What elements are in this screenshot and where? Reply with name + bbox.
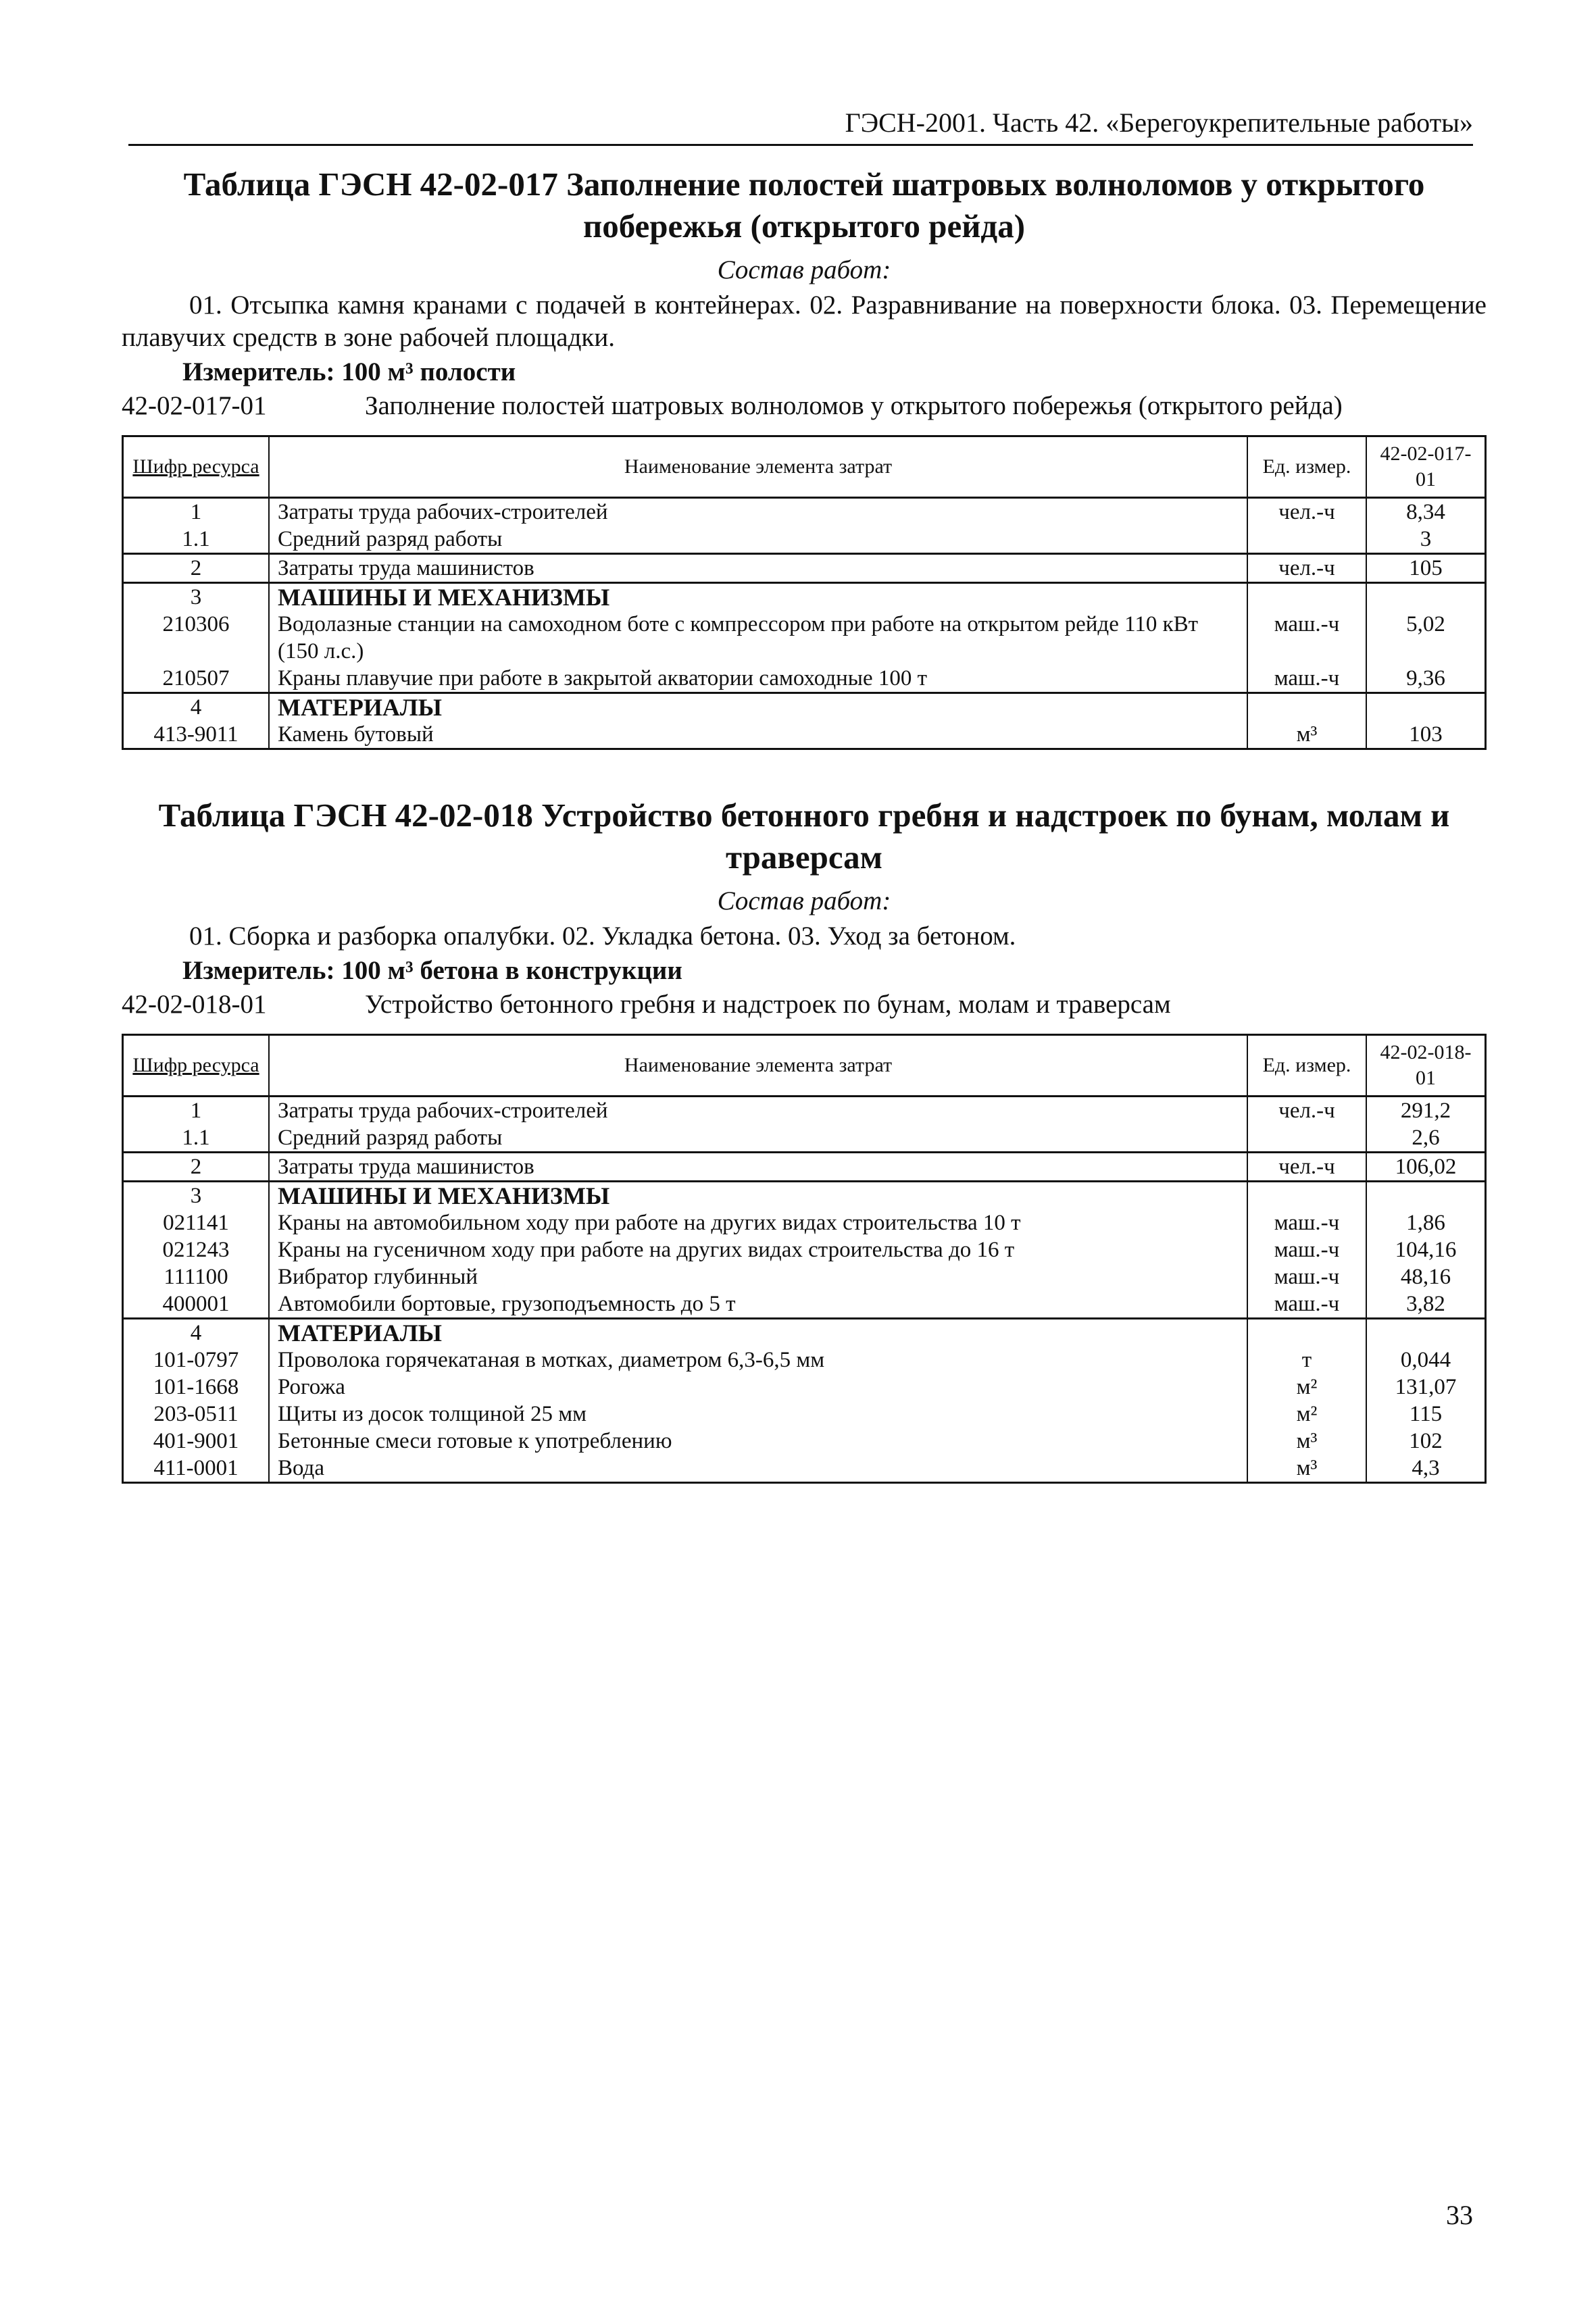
resource-value: 8,34 — [1366, 498, 1486, 526]
resource-code: 203-0511 — [123, 1401, 270, 1428]
section-heading: МАТЕРИАЛЫ — [269, 693, 1247, 722]
page-number: 33 — [1446, 2200, 1473, 2230]
resource-code: 3 — [123, 1182, 270, 1210]
table-row — [123, 1097, 1486, 1125]
resource-code: 413-9011 — [123, 721, 270, 749]
resource-code: 111100 — [123, 1263, 270, 1290]
section-heading: МАТЕРИАЛЫ — [269, 1319, 1247, 1347]
resource-unit — [1247, 1124, 1366, 1153]
table-row — [123, 1428, 1486, 1455]
table-section-row — [123, 693, 1486, 722]
resource-code: 101-0797 — [123, 1347, 270, 1374]
resource-name: Краны на гусеничном ходу при работе на других видах строительства до 16 т — [269, 1236, 1247, 1263]
table-row — [123, 721, 1486, 749]
resource-name: Вибратор глубинный — [269, 1263, 1247, 1290]
table-row — [123, 1290, 1486, 1319]
table-header-row — [123, 1035, 1486, 1097]
table-section-row — [123, 1182, 1486, 1210]
sostav-label: Состав работ: — [717, 886, 891, 915]
norm-line — [122, 389, 1487, 423]
section-heading: МАШИНЫ И МЕХАНИЗМЫ — [269, 583, 1247, 611]
table-row — [123, 1347, 1486, 1374]
resource-code: 401-9001 — [123, 1428, 270, 1455]
table-row — [123, 1124, 1486, 1153]
resource-value: 105 — [1366, 554, 1486, 583]
resource-unit: чел.-ч — [1247, 1097, 1366, 1125]
table-section-row — [123, 1319, 1486, 1347]
table-row — [123, 498, 1486, 526]
resource-code: 210306 — [123, 611, 270, 665]
table-row — [123, 1209, 1486, 1236]
resource-unit — [1247, 1182, 1366, 1210]
resource-value: 2,6 — [1366, 1124, 1486, 1153]
resource-value: 102 — [1366, 1428, 1486, 1455]
running-header: ГЭСН-2001. Часть 42. «Берегоукрепительные работы» — [128, 107, 1473, 146]
resource-code: 210507 — [123, 665, 270, 693]
norm-table-section-1 — [122, 164, 1487, 750]
table-row — [123, 1236, 1486, 1263]
resource-code: 1 — [123, 498, 270, 526]
resource-value — [1366, 693, 1486, 722]
norm-name: Устройство бетонного гребня и надстроек по бунам, молам и траверсам — [365, 990, 1171, 1019]
resource-value: 9,36 — [1366, 665, 1486, 693]
table-title: Таблица ГЭСН 42-02-018 Устройство бетонного гребня и надстроек по бунам, молам и траверсам — [158, 797, 1450, 876]
resource-table — [122, 1034, 1487, 1484]
resource-value: 103 — [1366, 721, 1486, 749]
resource-value: 4,3 — [1366, 1455, 1486, 1483]
resource-name: Проволока горячекатаная в мотках, диаметром 6,3-6,5 мм — [269, 1347, 1247, 1374]
table-row — [123, 1455, 1486, 1483]
resource-unit: чел.-ч — [1247, 498, 1366, 526]
resource-code: 400001 — [123, 1290, 270, 1319]
resource-code: 2 — [123, 1153, 270, 1182]
works-description: 01. Отсыпка камня кранами с подачей в контейнерах. 02. Разравнивание на поверхности блока. 03. Перемещение плавучих средств в зоне рабочей площадки. — [122, 291, 1487, 352]
resource-value — [1366, 1319, 1486, 1347]
resource-unit: чел.-ч — [1247, 554, 1366, 583]
resource-unit: м³ — [1247, 721, 1366, 749]
meter-line: Измеритель: 100 м³ полости — [182, 357, 516, 386]
resource-code: 411-0001 — [123, 1455, 270, 1483]
resource-name: Затраты труда рабочих-строителей — [269, 1097, 1247, 1125]
header-name: Наименование элемента затрат — [269, 1035, 1247, 1097]
resource-code: 3 — [123, 583, 270, 611]
header-name: Наименование элемента затрат — [269, 436, 1247, 498]
resource-value: 131,07 — [1366, 1374, 1486, 1401]
resource-code: 2 — [123, 554, 270, 583]
resource-name: Рогожа — [269, 1374, 1247, 1401]
resource-name: Вода — [269, 1455, 1247, 1483]
norm-code: 42-02-017-01 — [122, 391, 267, 420]
resource-code: 4 — [123, 1319, 270, 1347]
header-code: Шифр ресурса — [123, 1035, 270, 1097]
resource-unit: м² — [1247, 1401, 1366, 1428]
header-code: Шифр ресурса — [123, 436, 270, 498]
resource-name: Средний разряд работы — [269, 526, 1247, 554]
resource-name: Бетонные смеси готовые к употреблению — [269, 1428, 1247, 1455]
resource-value: 3 — [1366, 526, 1486, 554]
resource-value: 104,16 — [1366, 1236, 1486, 1263]
resource-name: Водолазные станции на самоходном боте с компрессором при работе на открытом рейде 110 кВт (150 л.с.) — [269, 611, 1247, 665]
resource-name: Затраты труда машинистов — [269, 554, 1247, 583]
resource-code: 1 — [123, 1097, 270, 1125]
resource-unit: м² — [1247, 1374, 1366, 1401]
resource-code: 1.1 — [123, 1124, 270, 1153]
resource-unit: маш.-ч — [1247, 1290, 1366, 1319]
norm-name: Заполнение полостей шатровых волноломов у открытого побережья (открытого рейда) — [365, 391, 1343, 420]
header-value: 42-02-017-01 — [1366, 436, 1486, 498]
resource-name: Затраты труда рабочих-строителей — [269, 498, 1247, 526]
resource-name: Автомобили бортовые, грузоподъемность до 5 т — [269, 1290, 1247, 1319]
resource-unit: т — [1247, 1347, 1366, 1374]
resource-unit: м³ — [1247, 1428, 1366, 1455]
resource-unit — [1247, 693, 1366, 722]
norm-line — [122, 988, 1487, 1022]
resource-value: 291,2 — [1366, 1097, 1486, 1125]
resource-unit: чел.-ч — [1247, 1153, 1366, 1182]
resource-value: 115 — [1366, 1401, 1486, 1428]
resource-value: 106,02 — [1366, 1153, 1486, 1182]
resource-unit: маш.-ч — [1247, 1263, 1366, 1290]
resource-code: 021243 — [123, 1236, 270, 1263]
resource-value: 5,02 — [1366, 611, 1486, 665]
resource-code: 4 — [123, 693, 270, 722]
resource-unit: маш.-ч — [1247, 665, 1366, 693]
resource-code: 021141 — [123, 1209, 270, 1236]
header-value: 42-02-018-01 — [1366, 1035, 1486, 1097]
norm-code: 42-02-018-01 — [122, 990, 267, 1019]
resource-code: 1.1 — [123, 526, 270, 554]
resource-code: 101-1668 — [123, 1374, 270, 1401]
table-row — [123, 1374, 1486, 1401]
sostav-label: Состав работ: — [717, 255, 891, 284]
table-row — [123, 1153, 1486, 1182]
resource-unit — [1247, 1319, 1366, 1347]
section-heading: МАШИНЫ И МЕХАНИЗМЫ — [269, 1182, 1247, 1210]
resource-unit: маш.-ч — [1247, 1209, 1366, 1236]
table-row — [123, 611, 1486, 665]
resource-name: Краны на автомобильном ходу при работе на других видах строительства 10 т — [269, 1209, 1247, 1236]
header-unit: Ед. измер. — [1247, 1035, 1366, 1097]
resource-name: Средний разряд работы — [269, 1124, 1247, 1153]
norm-table-section-2 — [122, 795, 1487, 1484]
table-row — [123, 665, 1486, 693]
table-header-row — [123, 436, 1486, 498]
works-description: 01. Сборка и разборка опалубки. 02. Укладка бетона. 03. Уход за бетоном. — [189, 922, 1016, 951]
resource-value: 48,16 — [1366, 1263, 1486, 1290]
table-row — [123, 526, 1486, 554]
resource-value: 0,044 — [1366, 1347, 1486, 1374]
resource-unit: м³ — [1247, 1455, 1366, 1483]
resource-value — [1366, 1182, 1486, 1210]
meter-line: Измеритель: 100 м³ бетона в конструкции — [182, 956, 682, 985]
resource-name: Краны плавучие при работе в закрытой акватории самоходные 100 т — [269, 665, 1247, 693]
table-title: Таблица ГЭСН 42-02-017 Заполнение полостей шатровых волноломов у открытого побережья (открытого рейда) — [183, 166, 1425, 245]
resource-unit — [1247, 583, 1366, 611]
table-row — [123, 554, 1486, 583]
resource-name: Затраты труда машинистов — [269, 1153, 1247, 1182]
header-unit: Ед. измер. — [1247, 436, 1366, 498]
resource-value: 1,86 — [1366, 1209, 1486, 1236]
resource-value: 3,82 — [1366, 1290, 1486, 1319]
resource-unit: маш.-ч — [1247, 611, 1366, 665]
resource-name: Щиты из досок толщиной 25 мм — [269, 1401, 1247, 1428]
resource-name: Камень бутовый — [269, 721, 1247, 749]
resource-value — [1366, 583, 1486, 611]
table-row — [123, 1401, 1486, 1428]
table-row — [123, 1263, 1486, 1290]
resource-unit: маш.-ч — [1247, 1236, 1366, 1263]
table-section-row — [123, 583, 1486, 611]
resource-table — [122, 435, 1487, 750]
resource-unit — [1247, 526, 1366, 554]
